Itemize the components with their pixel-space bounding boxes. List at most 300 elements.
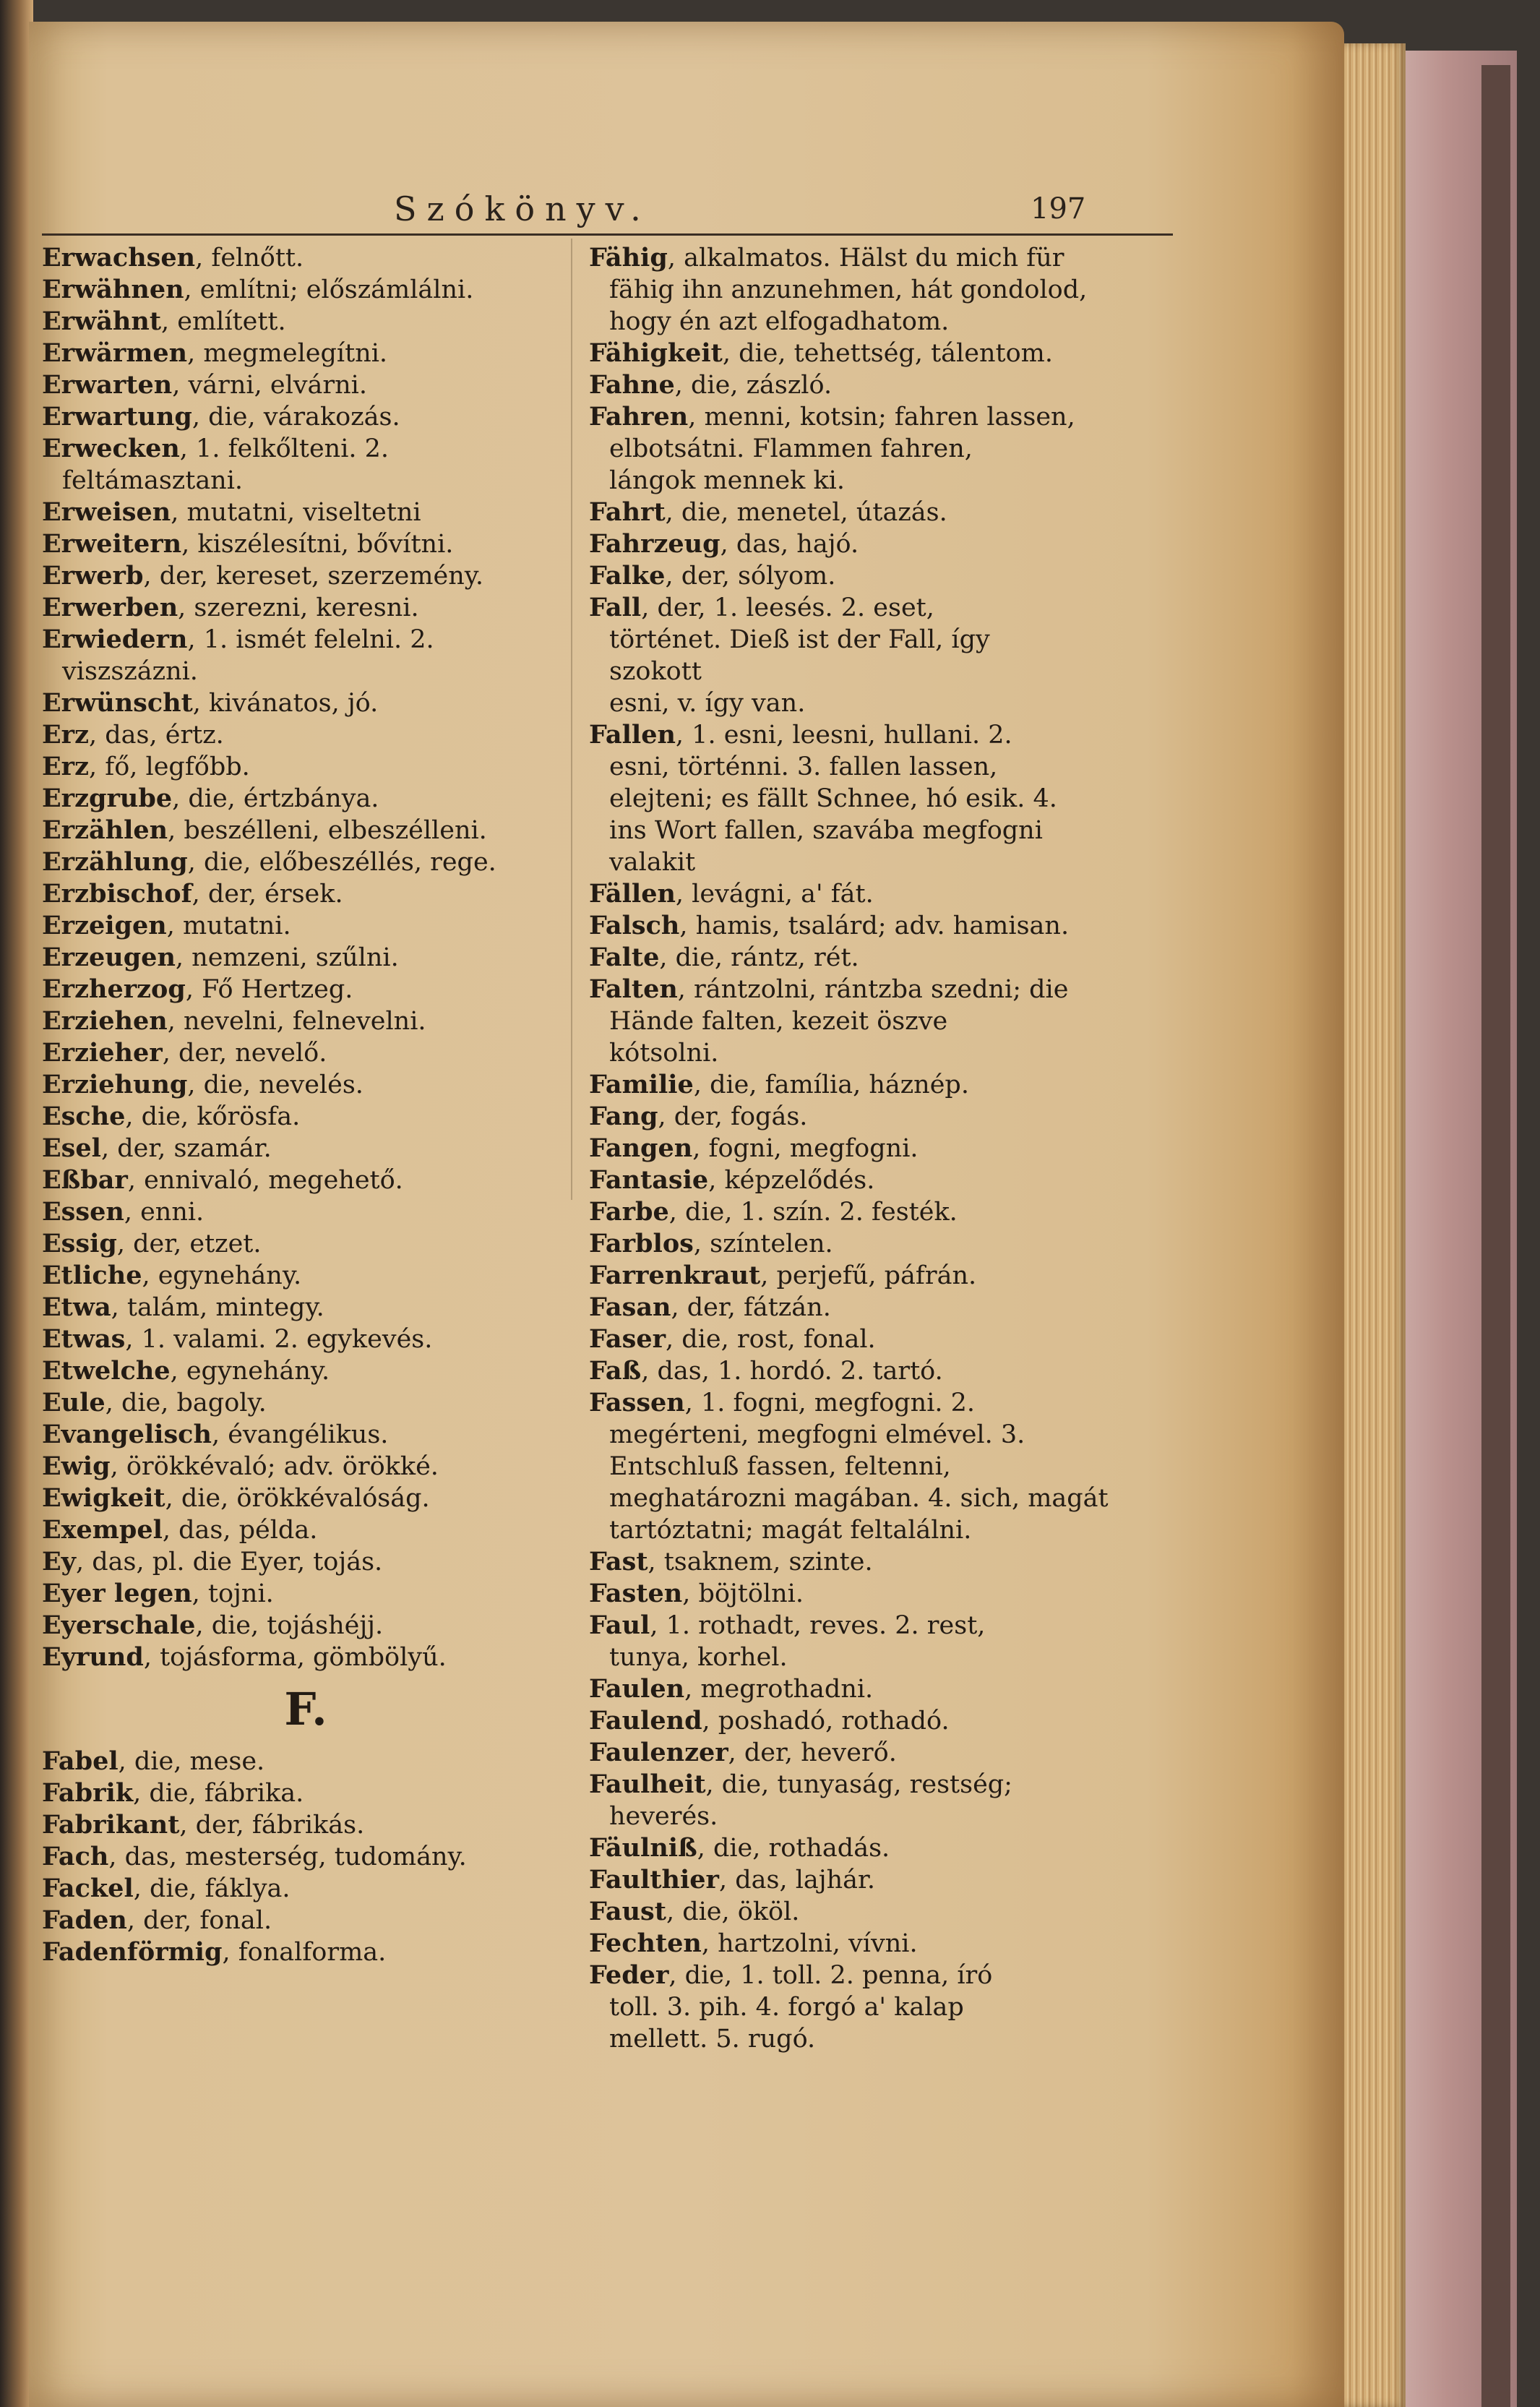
entry-definition: , der, 1. leesés. 2. eset, (641, 593, 934, 622)
entry-headword: Fassen (589, 1388, 685, 1417)
entry-headword: Erwerben (42, 593, 178, 622)
entry-line (42, 1483, 569, 1514)
dictionary-entry (42, 1101, 569, 1133)
entry-definition: , Fő Hertzeg. (185, 975, 353, 1004)
dictionary-entry (42, 274, 569, 306)
entry-definition: , nevelni, felnevelni. (167, 1007, 426, 1036)
entry-line (589, 242, 1160, 274)
entry-headword: Faulend (589, 1706, 702, 1735)
entry-headword: Erwarten (42, 370, 173, 400)
entry-definition: , die, kőrösfa. (125, 1102, 301, 1131)
entry-line (42, 497, 569, 528)
dictionary-entry (42, 1196, 569, 1228)
entry-line (589, 1323, 1160, 1355)
dictionary-entry (589, 687, 1160, 719)
entry-headword: Erwiedern (42, 625, 188, 654)
dictionary-entry (589, 1610, 1160, 1673)
entry-line (42, 910, 569, 942)
entry-definition: , 1. rothadt, reves. 2. rest, (650, 1611, 986, 1640)
entry-definition: , die, 1. toll. 2. penna, író (668, 1961, 993, 1990)
dictionary-entry (42, 1483, 569, 1514)
dictionary-entry (42, 1610, 569, 1642)
entry-headword: Falsch (589, 911, 680, 940)
dictionary-entry (42, 369, 569, 401)
entry-line (42, 306, 569, 338)
entry-definition: , die, értzbánya. (172, 784, 379, 813)
entry-definition: , poshadó, rothadó. (702, 1707, 950, 1735)
entry-headword: Fantasie (589, 1165, 709, 1195)
entry-headword: Erzbischof (42, 879, 192, 909)
entry-definition: , der, fátzán. (671, 1293, 831, 1322)
entry-line (589, 974, 1160, 1005)
dictionary-entry (589, 401, 1160, 465)
dictionary-entry (42, 242, 569, 274)
dictionary-entry (589, 497, 1160, 528)
dictionary-entry (589, 942, 1160, 974)
entry-line: viszszázni. (62, 657, 198, 686)
entry-headword: Fallen (589, 720, 676, 750)
dictionary-entry (589, 1928, 1160, 1960)
dictionary-entry (42, 751, 569, 783)
dictionary-entry (42, 1809, 569, 1841)
entry-headword: Erwecken (42, 434, 180, 463)
entry-definition: , die, tojáshéjj. (195, 1611, 384, 1640)
section-letter: F. (284, 1683, 327, 1735)
entry-line (589, 1387, 1160, 1419)
dictionary-entry (589, 592, 1160, 687)
entry-definition: , das, értz. (89, 721, 224, 750)
entry-headword: Essen (42, 1197, 124, 1227)
entry-line: ins Wort fallen, szavába megfogni (609, 816, 1043, 845)
entry-definition: , felnőtt. (195, 244, 304, 273)
entry-headword: Erwähnen (42, 275, 184, 304)
entry-definition: , die, mese. (118, 1747, 265, 1776)
entry-line (42, 1936, 569, 1968)
entry-line (589, 1546, 1160, 1578)
entry-definition: , várni, elvárni. (172, 371, 367, 400)
entry-definition: , tsaknem, szinte. (648, 1548, 873, 1576)
left-entries (42, 242, 569, 1673)
entry-line (42, 1809, 569, 1841)
entry-headword: Ewig (42, 1451, 111, 1481)
entry-headword: Faulen (589, 1674, 685, 1704)
entry-line: kótsolni. (609, 1039, 719, 1068)
page-header (0, 189, 1540, 233)
entry-headword: Erzieher (42, 1038, 163, 1068)
entry-definition: , der, fonal. (126, 1906, 272, 1935)
entry-headword: Falte (589, 943, 660, 972)
dictionary-entry (42, 1746, 569, 1777)
entry-definition: , nemzeni, szűlni. (175, 943, 399, 972)
entry-headword: Fahrzeug (589, 529, 720, 559)
dictionary-entry (589, 1037, 1160, 1069)
dictionary-entry (42, 497, 569, 528)
dictionary-entry (42, 560, 569, 592)
entry-line: elejteni; es fällt Schnee, hó esik. 4. (609, 784, 1057, 813)
entry-headword: Etwas (42, 1324, 126, 1354)
entry-line (42, 1196, 569, 1228)
dictionary-entry (42, 974, 569, 1005)
dictionary-entry (589, 1705, 1160, 1737)
entry-definition: , böjtölni. (682, 1579, 804, 1608)
dictionary-entry (589, 1260, 1160, 1292)
entry-definition: , die, előbeszéllés, rege. (187, 848, 496, 877)
entry-definition: , das, hajó. (720, 530, 859, 559)
entry-headword: Etliche (42, 1261, 142, 1290)
entry-headword: Esche (42, 1102, 126, 1131)
entry-definition: , das, példa. (162, 1516, 318, 1545)
dictionary-entry (42, 846, 569, 878)
entry-line (42, 1546, 569, 1578)
entry-line (42, 592, 569, 624)
entry-definition: , der, nevelő. (162, 1039, 327, 1068)
entry-headword: Erweisen (42, 497, 171, 527)
dictionary-entry (589, 1578, 1160, 1610)
dictionary-entry (589, 1387, 1160, 1546)
entry-definition: , die, fábrika. (133, 1779, 304, 1808)
entry-headword: Familie (589, 1070, 694, 1099)
entry-definition: , der, sólyom. (665, 562, 836, 591)
entry-headword: Farrenkraut (589, 1261, 761, 1290)
entry-line (589, 1228, 1160, 1260)
dictionary-entry (589, 1673, 1160, 1705)
entry-line (589, 497, 1160, 528)
entry-line (589, 1101, 1160, 1133)
entry-definition: , 1. esni, leesni, hullani. 2. (675, 721, 1012, 750)
entry-headword: Fackel (42, 1874, 134, 1903)
entry-definition: , der, etzet. (116, 1230, 262, 1258)
entry-headword: Erwartung (42, 402, 192, 432)
dictionary-entry (589, 274, 1160, 338)
entry-headword: Faulenzer (589, 1738, 728, 1767)
entry-line (589, 1260, 1160, 1292)
entry-line: esni, történni. 3. fallen lassen, (609, 752, 998, 781)
entry-headword: Fasan (589, 1292, 671, 1322)
entry-headword: Erz (42, 752, 89, 781)
entry-line: valakit (609, 848, 696, 877)
header-rule (42, 233, 1173, 236)
entry-line (589, 528, 1160, 560)
entry-line (42, 1355, 569, 1387)
entry-headword: Fahren (589, 402, 689, 432)
dictionary-entry (42, 1133, 569, 1164)
dictionary-entry (42, 1905, 569, 1936)
entry-line (589, 401, 1160, 433)
entry-line (42, 1387, 569, 1419)
entry-headword: Erzählung (42, 847, 188, 877)
entry-definition: , der, fábrikás. (179, 1811, 365, 1840)
entry-headword: Erzgrube (42, 784, 173, 813)
entry-line (42, 1610, 569, 1642)
entry-line (589, 1196, 1160, 1228)
entry-line (589, 1737, 1160, 1769)
entry-line (42, 1746, 569, 1777)
entry-definition: , beszélleni, elbeszélleni. (168, 816, 487, 845)
entry-line (42, 401, 569, 433)
entry-definition: , das, mesterség, tudomány. (108, 1842, 467, 1871)
entry-definition: , hartzolni, vívni. (701, 1929, 918, 1958)
entry-line (42, 1037, 569, 1069)
dictionary-entry (42, 1777, 569, 1809)
dictionary-entry (42, 1936, 569, 1968)
entry-definition: , das, 1. hordó. 2. tartó. (641, 1357, 943, 1386)
dictionary-entry (589, 1960, 1160, 2055)
entry-definition: , die, rántz, rét. (659, 943, 859, 972)
entry-line (42, 1451, 569, 1483)
entry-headword: Erwähnt (42, 306, 161, 336)
entry-line (589, 1133, 1160, 1164)
entry-headword: Faulheit (589, 1769, 706, 1799)
entry-definition: , évangélikus. (211, 1420, 389, 1449)
entry-line (42, 1069, 569, 1101)
entry-line (589, 592, 1160, 624)
entry-definition: , megmelegítni. (187, 339, 388, 368)
entry-definition: , der, kereset, szerzemény. (143, 562, 483, 591)
dictionary-entry (589, 974, 1160, 1037)
dictionary-entry (589, 338, 1160, 369)
book-cover-inner (1481, 65, 1510, 2407)
dictionary-entry (589, 1355, 1160, 1387)
entry-headword: Fäulniß (589, 1833, 697, 1863)
entry-line (589, 1164, 1160, 1196)
dictionary-entry (42, 401, 569, 433)
entry-line: heverés. (609, 1802, 718, 1831)
entry-definition: , mutatni, viseltetni (171, 498, 421, 527)
entry-definition: , alkalmatos. Hälst du mich für (667, 244, 1064, 273)
entry-headword: Fang (589, 1102, 658, 1131)
entry-headword: Fasten (589, 1579, 683, 1608)
entry-line (42, 1841, 569, 1873)
entry-line (589, 1292, 1160, 1323)
dictionary-entry (589, 910, 1160, 942)
entry-headword: Erzeugen (42, 943, 176, 972)
entry-headword: Fällen (589, 879, 676, 909)
entry-line (42, 624, 569, 656)
dictionary-entry (42, 1005, 569, 1037)
dictionary-entry (42, 1451, 569, 1483)
dictionary-entry (42, 910, 569, 942)
dictionary-entry (42, 1578, 569, 1610)
entry-headword: Eyer legen (42, 1579, 192, 1608)
entry-definition: , die, rothadás. (697, 1834, 890, 1863)
dictionary-entry (589, 528, 1160, 560)
dictionary-entry (42, 1841, 569, 1873)
entry-line (42, 528, 569, 560)
entry-line: mellett. 5. rugó. (609, 2025, 816, 2054)
entry-line (589, 1960, 1160, 1991)
entry-definition: , der, fogás. (658, 1102, 808, 1131)
dictionary-entry (42, 1228, 569, 1260)
entry-headword: Fabrik (42, 1778, 134, 1808)
entry-line (42, 338, 569, 369)
entry-definition: , enni. (124, 1198, 205, 1227)
entry-definition: , die, família, háznép. (693, 1071, 969, 1099)
entry-definition: , említni; előszámlálni. (184, 275, 474, 304)
entry-line (42, 1228, 569, 1260)
entry-headword: Faser (589, 1324, 666, 1354)
entry-headword: Eyrund (42, 1642, 144, 1672)
entry-line: meghatározni magában. 4. sich, magát (609, 1484, 1109, 1513)
dictionary-entry (589, 1832, 1160, 1864)
entry-line (589, 338, 1160, 369)
entry-headword: Erwärmen (42, 338, 188, 368)
entry-line: elbotsátni. Flammen fahren, (609, 434, 973, 463)
entry-definition: , ennivaló, megehető. (127, 1166, 403, 1195)
right-column (589, 242, 1160, 2055)
entry-definition: , fonalforma. (222, 1938, 387, 1967)
entry-definition: , die, zászló. (674, 371, 833, 400)
entry-headword: Etwa (42, 1292, 111, 1322)
entry-headword: Fabel (42, 1746, 119, 1776)
entry-line (589, 878, 1160, 910)
page-number: 197 (1031, 192, 1086, 226)
dictionary-entry (589, 1546, 1160, 1578)
entry-headword: Erzherzog (42, 974, 186, 1004)
dictionary-entry (42, 1323, 569, 1355)
dictionary-entry (42, 624, 569, 687)
entry-line (42, 1777, 569, 1809)
entry-definition: , 1. ismét felelni. 2. (187, 625, 434, 654)
entry-definition: , tojni. (192, 1579, 274, 1608)
entry-headword: Faust (589, 1897, 666, 1926)
dictionary-entry (589, 1164, 1160, 1196)
entry-headword: Faul (589, 1610, 650, 1640)
dictionary-entry (42, 1873, 569, 1905)
entry-line: esni, v. így van. (609, 689, 806, 718)
entry-line (589, 942, 1160, 974)
entry-headword: Fahne (589, 370, 675, 400)
dictionary-entry (42, 1642, 569, 1673)
running-title: Szókönyv. (394, 189, 651, 228)
entry-line: szokott (609, 657, 702, 686)
entry-headword: Eßbar (42, 1165, 128, 1195)
dictionary-entry (42, 1037, 569, 1069)
entry-headword: Erweitern (42, 529, 182, 559)
entry-line (42, 783, 569, 815)
dictionary-entry (42, 1546, 569, 1578)
entry-line (42, 1578, 569, 1610)
entry-headword: Farbe (589, 1197, 669, 1227)
entry-definition: , említett. (161, 307, 286, 336)
dictionary-entry (42, 687, 569, 719)
dictionary-entry (589, 1069, 1160, 1101)
dictionary-entry (589, 719, 1160, 815)
dictionary-entry (42, 942, 569, 974)
dictionary-entry (589, 1864, 1160, 1896)
entry-definition: , das, pl. die Eyer, tojás. (76, 1548, 383, 1576)
entry-definition: , der, szamár. (100, 1134, 272, 1163)
entry-definition: , kivánatos, jó. (192, 689, 379, 718)
dictionary-entry (42, 719, 569, 751)
entry-headword: Feder (589, 1960, 669, 1990)
entry-definition: , fogni, megfogni. (692, 1134, 919, 1163)
entry-headword: Fall (589, 593, 642, 622)
entry-line (589, 1069, 1160, 1101)
dictionary-entry (42, 815, 569, 846)
dictionary-entry (42, 1387, 569, 1419)
entry-line (42, 1905, 569, 1936)
entry-line (42, 274, 569, 306)
dictionary-entry (42, 878, 569, 910)
dictionary-entry (42, 1355, 569, 1387)
entry-line (42, 1292, 569, 1323)
dictionary-entry (589, 1133, 1160, 1164)
entry-line (42, 1514, 569, 1546)
entry-definition: , képzelődés. (708, 1166, 875, 1195)
entry-line (589, 1864, 1160, 1896)
entry-headword: Exempel (42, 1515, 163, 1545)
entry-definition: , 1. fogni, megfogni. 2. (684, 1389, 976, 1417)
entry-definition: , die, rost, fonal. (666, 1325, 876, 1354)
entry-headword: Fähigkeit (589, 338, 723, 368)
entry-definition: , die, tehettség, tálentom. (722, 339, 1053, 368)
entry-definition: , fő, legfőbb. (89, 752, 250, 781)
entry-line (42, 719, 569, 751)
entry-line (42, 815, 569, 846)
entry-line: történet. Dieß ist der Fall, így (609, 625, 990, 654)
dictionary-entry (589, 1292, 1160, 1323)
entry-line: megérteni, megfogni elmével. 3. (609, 1420, 1025, 1449)
dictionary-entry (42, 783, 569, 815)
entry-line (42, 1101, 569, 1133)
entry-line (589, 1673, 1160, 1705)
entry-line (42, 1005, 569, 1037)
entry-definition: , egynehány. (142, 1261, 302, 1290)
entry-headword: Erzeigen (42, 911, 167, 940)
entry-line (589, 1928, 1160, 1960)
entry-headword: Ewigkeit (42, 1483, 165, 1513)
entry-headword: Fangen (589, 1133, 693, 1163)
entry-definition: , die, 1. szín. 2. festék. (668, 1198, 958, 1227)
dictionary-entry (42, 528, 569, 560)
entry-definition: , rántzolni, rántzba szedni; die (677, 975, 1069, 1004)
entry-headword: Erziehung (42, 1070, 188, 1099)
dictionary-entry (589, 815, 1160, 878)
entry-headword: Erwerb (42, 561, 144, 591)
entry-line (589, 719, 1160, 751)
entry-definition: , menni, kotsin; fahren lassen, (688, 403, 1075, 432)
entry-line: Entschluß fassen, feltenni, (609, 1452, 951, 1481)
entry-definition: , die, ököl. (666, 1897, 800, 1926)
column-divider (571, 239, 572, 1200)
entry-definition: , die, várakozás. (192, 403, 400, 432)
dictionary-entry (42, 1514, 569, 1546)
entry-line (42, 1323, 569, 1355)
entry-headword: Ey (42, 1547, 77, 1576)
entry-line (589, 1769, 1160, 1801)
entry-headword: Erzählen (42, 815, 168, 845)
entry-line (42, 1642, 569, 1673)
dictionary-entry (589, 1737, 1160, 1769)
entry-line: tunya, korhel. (609, 1643, 788, 1672)
dictionary-entry (42, 1069, 569, 1101)
entry-definition: , die, fáklya. (133, 1874, 291, 1903)
entry-line (42, 1133, 569, 1164)
dictionary-entry (42, 338, 569, 369)
entry-definition: , das, lajhár. (718, 1866, 876, 1895)
entry-line (42, 560, 569, 592)
entry-definition: , kiszélesítni, bővítni. (181, 530, 454, 559)
entry-headword: Fechten (589, 1928, 702, 1958)
dictionary-entry (589, 369, 1160, 401)
dictionary-entry (589, 1323, 1160, 1355)
entry-headword: Fabrikant (42, 1810, 180, 1840)
dictionary-entry (589, 1228, 1160, 1260)
entry-headword: Erziehen (42, 1006, 168, 1036)
entry-line (589, 910, 1160, 942)
entry-headword: Fach (42, 1842, 109, 1871)
entry-headword: Eyerschale (42, 1610, 196, 1640)
